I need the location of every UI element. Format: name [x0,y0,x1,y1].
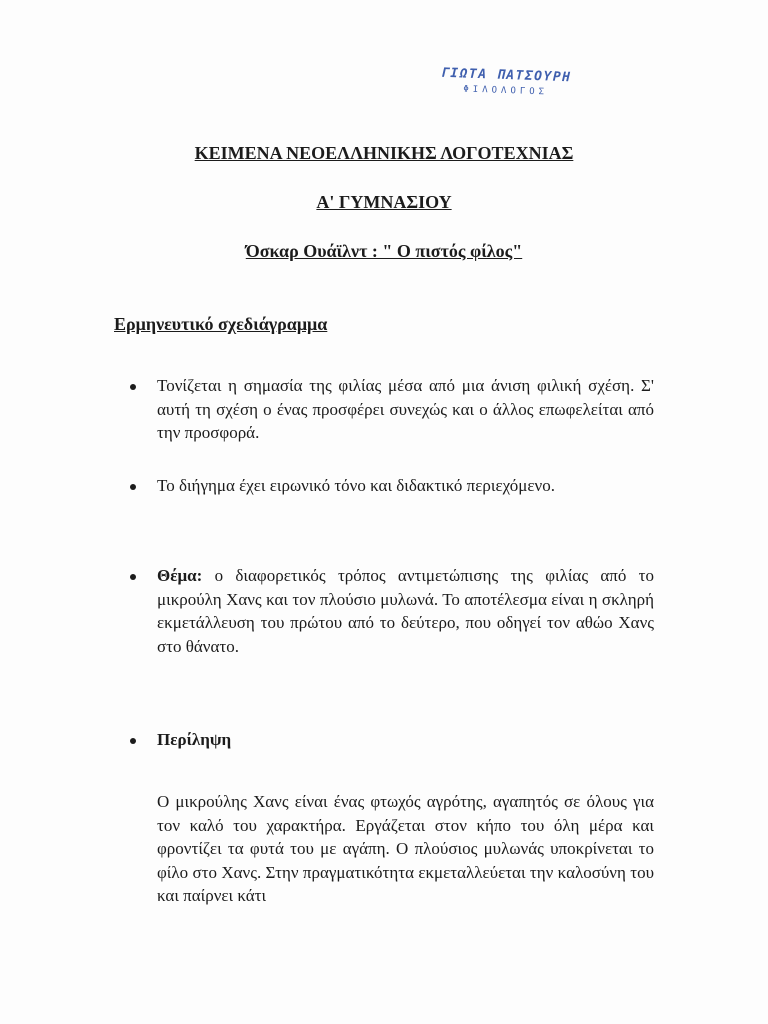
bullet-bold-label: Περίληψη [157,730,232,749]
bullet-dot-icon [130,484,136,490]
teacher-stamp [436,66,577,99]
document-title: ΚΕΙΜΕΝΑ ΝΕΟΕΛΛΗΝΙΚΗΣ ΛΟΓΟΤΕΧΝΙΑΣ [194,143,574,163]
bullet-text [157,728,654,752]
bullet-item [130,474,654,498]
bullet-body: ο διαφορετικός τρόπος αντιμετώπισης της φιλίας από το μικρούλη Χανς και τον πλούσιο μυλωνά. Το αποτέλεσμα είναι η σκληρή εκμετάλλευση του πρώτου από το δεύτερο, που οδηγεί τον αθώο Χανς στο θάνατο. [157,566,654,656]
bullet-text [157,374,654,445]
bullet-item [130,374,654,445]
bullet-dot-icon [130,738,136,744]
bullet-item [130,728,654,752]
bullet-item [130,564,654,658]
document-work-title: Όσκαρ Ουάϊλντ : " Ο πιστός φίλος" [245,241,523,261]
bullet-dot-icon [130,574,136,580]
bullet-text [157,474,654,498]
bullet-body: Τονίζεται η σημασία της φιλίας μέσα από μια άνιση φιλική σχέση. Σ' αυτή τη σχέση ο ένας προσφέρει συνεχώς και ο άλλος επωφελείται από την προσφορά. [157,376,654,442]
stamp-role: ΦΙΛΟΛΟΓΟΣ [463,84,549,98]
bullet-bold-label: Θέμα: [157,566,203,585]
stamp-name: ΓΙΩΤΑ ΠΑΤΣΟΥΡΗ [440,65,572,86]
document-grade: Α' ΓΥΜΝΑΣΙΟΥ [316,192,452,212]
section-heading: Ερμηνευτικό σχεδιάγραμμα [114,314,328,334]
summary-paragraph: Ο μικρούλης Χανς είναι ένας φτωχός αγρότης, αγαπητός σε όλους για τον καλό του χαρακτήρα. Εργάζεται στον κήπο του όλη μέρα και φροντίζει τα φυτά του με αγάπη. Ο πλούσιος μυλωνάς υποκρίνεται το φίλο στο Χανς. Στην πραγματικότητα εκμεταλλεύεται την καλοσύνη του και παίρνει κάτι [157,792,654,905]
bullet-dot-icon [130,384,136,390]
bullet-body: Το διήγημα έχει ειρωνικό τόνο και διδακτικό περιεχόμενο. [157,476,555,495]
bullet-text [157,564,654,658]
